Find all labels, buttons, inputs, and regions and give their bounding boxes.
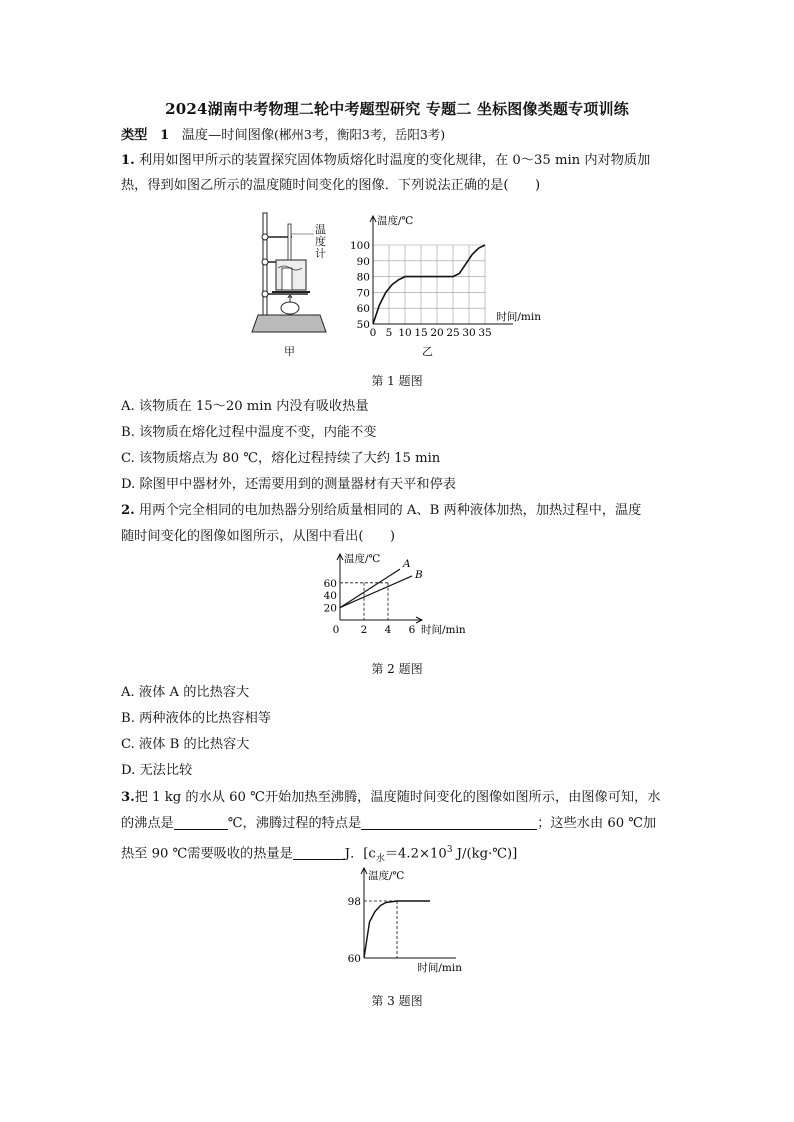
chart-q3-boiling: [334, 864, 464, 979]
q1-option-c: C. 该物质熔点为 80 ℃，熔化过程持续了大约 15 min: [121, 451, 441, 466]
y-tick-label: 100: [349, 240, 370, 252]
y-tick-label: 60: [347, 953, 361, 965]
x-tick-label: 10: [398, 327, 412, 339]
q3-text-3a: 热至 90 ℃需要吸收的热量是: [121, 846, 293, 862]
q2-line-1: [121, 502, 641, 520]
origin-label: 0: [332, 624, 340, 636]
type-heading: [121, 126, 445, 145]
boiling-curve: [364, 901, 430, 958]
x-tick-label: 5: [385, 327, 393, 339]
type-name: 温度—时间图像: [181, 128, 275, 143]
y-tick-label: 60: [356, 303, 370, 316]
x-axis-label: 时间/min: [417, 962, 462, 974]
series-label-B: B: [415, 568, 423, 581]
q3-text-2a: 的沸点是: [121, 816, 174, 831]
y-tick-label: 50: [356, 319, 370, 331]
q2-option-b: B. 两种液体的比热容相等: [121, 711, 271, 726]
heat-blank[interactable]: [293, 845, 345, 860]
page-title: 2024湖南中考物理二轮中考题型研究 专题二 坐标图像类题专项训练: [165, 100, 629, 118]
y-tick-label: 70: [356, 287, 370, 300]
type-note: (郴州3考，衡阳3考，岳阳3考): [274, 127, 446, 142]
x-tick-label: 25: [446, 327, 460, 339]
q3-number: 3.: [121, 790, 135, 805]
q2-option-a: A. 液体 A 的比热容大: [121, 685, 250, 700]
x-tick-label: 2: [360, 624, 368, 636]
q2-number: 2.: [121, 503, 135, 518]
q3-text-2b: ℃，沸腾过程的特点是: [227, 816, 362, 831]
boiling-feature-blank[interactable]: [361, 815, 537, 830]
q3-sub: 水: [375, 854, 385, 865]
q3-text-3d: J/(kg·℃)]: [452, 846, 518, 862]
boiling-point-blank[interactable]: [174, 815, 228, 830]
q1-text-1: 利用如图甲所示的装置探究固体物质熔化时温度的变化规律，在 0～35 min 内对物质加: [134, 153, 651, 168]
series-line-A: [340, 569, 400, 607]
melting-curve: [373, 245, 485, 324]
q1-line-2: 热，得到如图乙所示的温度随时间变化的图像．下列说法正确的是( ): [121, 178, 541, 193]
thermometer-label: [315, 224, 327, 260]
y-tick-label: 60: [323, 577, 337, 590]
thermometer-label-char-3: 计: [315, 247, 326, 260]
x-tick-label: 6: [408, 624, 416, 636]
q3-text-1: 把 1 kg 的水从 60 ℃开始加热至沸腾，温度随时间变化的图像如图所示，由图像可知，水: [134, 790, 661, 805]
thermometer-label-char-2: 度: [315, 235, 326, 248]
y-tick-label: 80: [356, 271, 370, 284]
x-tick-label: 4: [384, 624, 392, 636]
q3-line-1: [121, 789, 660, 807]
type-label: 类型: [121, 128, 148, 143]
series-line-B: [340, 576, 412, 608]
x-axis-label: 时间/min: [421, 624, 466, 636]
q3-text-2c: ；这些水由 60 ℃加: [537, 816, 657, 831]
x-tick-label: 35: [478, 327, 492, 339]
x-axis-label: 时间/min: [496, 311, 541, 323]
q2-text-1: 用两个完全相同的电加热器分别给质量相同的 A、B 两种液体加热，加热过程中，温度: [134, 503, 642, 518]
chart-q1-temperature-time: [345, 212, 545, 352]
q3-line-2: [121, 815, 656, 833]
q1-caption: 第 1 题图: [371, 374, 423, 388]
y-axis-label: 温度/℃: [377, 215, 414, 227]
q1-option-a: A. 该物质在 15～20 min 内没有吸收热量: [121, 399, 369, 414]
q1-option-b: B. 该物质在熔化过程中温度不变，内能不变: [121, 425, 377, 440]
y-tick-label: 98: [347, 896, 361, 908]
y-axis-label: 温度/℃: [344, 553, 381, 565]
x-tick-label: 30: [462, 327, 476, 339]
q2-caption: 第 2 题图: [371, 662, 423, 676]
q3-sup: 3: [446, 845, 453, 855]
thermometer-label-char-1: 温: [315, 223, 326, 236]
q2-option-d: D. 无法比较: [121, 763, 193, 778]
q1-number: 1.: [121, 153, 135, 168]
chart-q2-liquids: [318, 550, 478, 650]
q2-line-2: 随时间变化的图像如图所示，从图中看出( ): [121, 529, 396, 544]
q1-line-1: [121, 152, 650, 170]
q1-option-d: D. 除图甲中器材外，还需要用到的测量器材有天平和停表: [121, 477, 456, 492]
x-tick-label: 0: [369, 327, 377, 339]
q3-caption: 第 3 题图: [371, 994, 423, 1008]
figure-yi-label: 乙: [422, 345, 433, 358]
q3-text-3c: ＝4.2×10: [384, 846, 447, 862]
y-tick-label: 90: [356, 255, 370, 268]
figure-jia-label: 甲: [284, 345, 295, 358]
x-tick-label: 20: [430, 327, 444, 339]
x-tick-label: 15: [414, 327, 428, 339]
q2-option-c: C. 液体 B 的比热容大: [121, 737, 250, 752]
type-number: 1: [159, 128, 170, 143]
y-tick-label: 40: [323, 590, 337, 603]
y-tick-label: 20: [323, 602, 337, 615]
y-axis-label: 温度/℃: [368, 870, 405, 882]
q3-text-3b: J．[c: [344, 846, 376, 862]
series-label-A: A: [403, 558, 411, 571]
